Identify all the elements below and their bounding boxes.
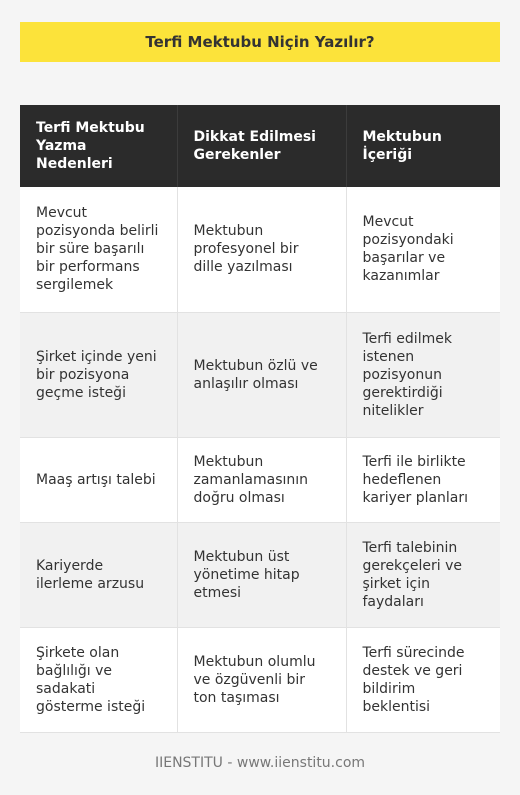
table-header-row: [20, 105, 500, 187]
table-cell: Terfi ile birlikte hedeflenen kariyer planları: [346, 437, 500, 522]
column-header-reasons: Terfi Mektubu Yazma Nedenleri: [20, 105, 177, 187]
table-cell: Mektubun özlü ve anlaşılır olması: [177, 312, 346, 437]
table-row: [20, 437, 500, 522]
table-cell: Mektubun zamanlamasının doğru olması: [177, 437, 346, 522]
table-row: [20, 187, 500, 312]
table-cell: Terfi talebinin gerekçeleri ve şirket için faydaları: [346, 522, 500, 627]
table-cell: Mevcut pozisyondaki başarılar ve kazanımlar: [346, 187, 500, 312]
table-cell: Terfi edilmek istenen pozisyonun gerektirdiği nitelikler: [346, 312, 500, 437]
table-cell: Kariyerde ilerleme arzusu: [20, 522, 177, 627]
title-banner: [20, 22, 500, 62]
table-cell: Mektubun üst yönetime hitap etmesi: [177, 522, 346, 627]
table-row: [20, 627, 500, 732]
footer-credit: IIENSTITU - www.iienstitu.com: [154, 755, 366, 771]
table-row: [20, 522, 500, 627]
page-title: Terfi Mektubu Niçin Yazılır?: [145, 33, 375, 51]
column-header-content: Mektubun İçeriği: [346, 105, 500, 187]
table-cell: Maaş artışı talebi: [20, 437, 177, 522]
table-cell: Mevcut pozisyonda belirli bir süre başarılı bir performans sergilemek: [20, 187, 177, 312]
table-cell: Şirket içinde yeni bir pozisyona geçme isteği: [20, 312, 177, 437]
table-cell: Terfi sürecinde destek ve geri bildirim beklentisi: [346, 627, 500, 732]
table-cell: Mektubun profesyonel bir dille yazılması: [177, 187, 346, 312]
comparison-table: [20, 105, 500, 733]
column-header-considerations: Dikkat Edilmesi Gerekenler: [177, 105, 346, 187]
table-cell: Mektubun olumlu ve özgüvenli bir ton taşıması: [177, 627, 346, 732]
table-row: [20, 312, 500, 437]
table-cell: Şirkete olan bağlılığı ve sadakati gösterme isteği: [20, 627, 177, 732]
